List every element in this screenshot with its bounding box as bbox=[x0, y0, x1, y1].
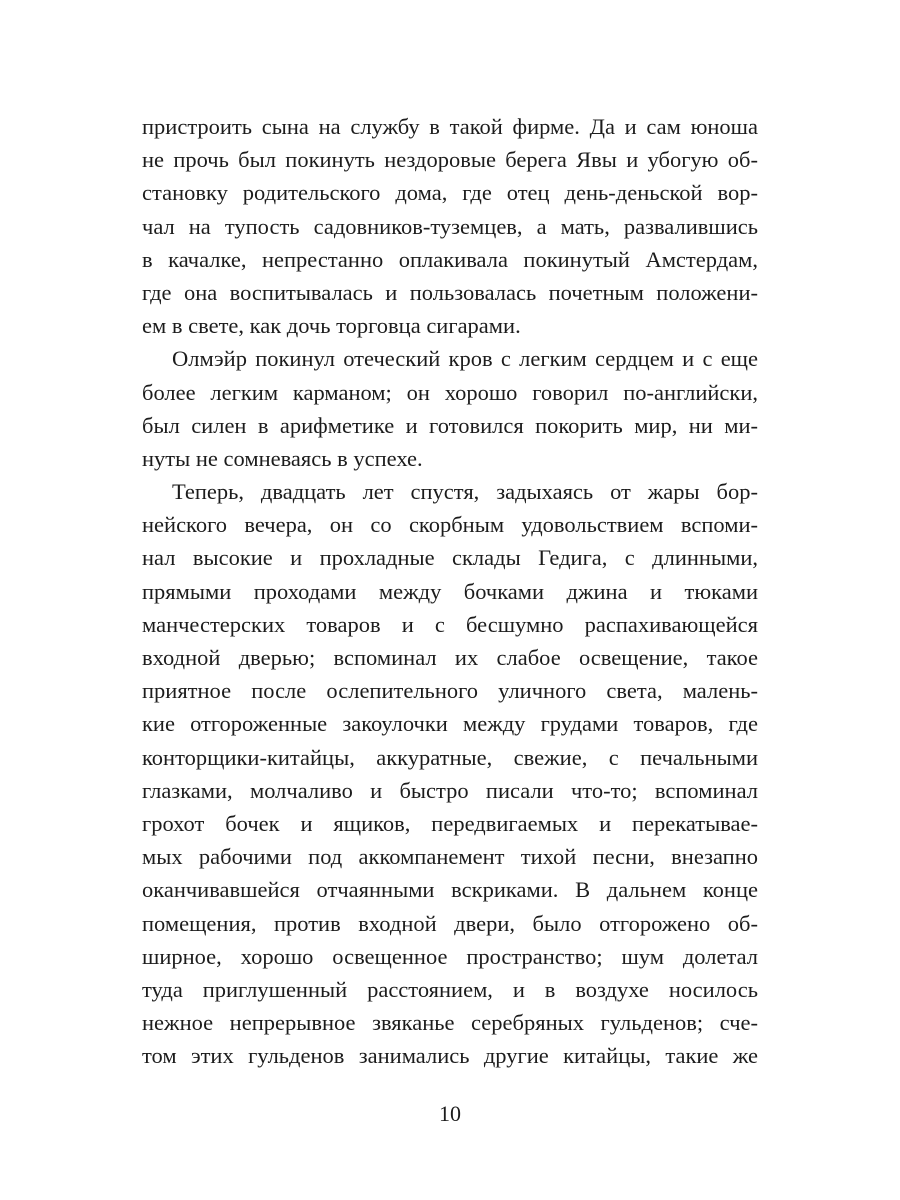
text-line: более легким карманом; он хорошо говорил по-английски, bbox=[142, 379, 758, 405]
text-line: Олмэйр покинул отеческий кров с легким сердцем и с еще bbox=[172, 346, 758, 372]
text-line: нежное непрерывное звяканье серебряных гульденов; сче- bbox=[142, 1010, 758, 1036]
text-line: становку родительского дома, где отец день-деньской вор- bbox=[142, 180, 758, 206]
text-line: нал высокие и прохладные склады Гедига, с длинными, bbox=[142, 545, 758, 571]
text-line: глазками, молчаливо и быстро писали что-то; вспоминал bbox=[142, 777, 758, 803]
text-line: манчестерских товаров и с бесшумно распахивающейся bbox=[142, 611, 758, 637]
text-line: входной дверью; вспоминал их слабое освещение, такое bbox=[142, 645, 758, 670]
page-number: 10 bbox=[439, 1101, 461, 1126]
text-line: Теперь, двадцать лет спустя, задыхаясь от жары бор- bbox=[172, 479, 758, 505]
text-line: где она воспитывалась и пользовалась почетным положени- bbox=[142, 279, 758, 305]
text-line: чал на тупость садовников-туземцев, а мать, развалившись bbox=[142, 213, 758, 239]
text-line: туда приглушенный расстоянием, и в воздухе носилось bbox=[142, 976, 758, 1002]
text-line: пристроить сына на службу в такой фирме. Да и сам юноша bbox=[142, 114, 758, 139]
text-line: грохот бочек и ящиков, передвигаемых и перекатывае- bbox=[142, 810, 758, 836]
text-line: приятное после ослепительного уличного света, малень- bbox=[142, 678, 758, 704]
text-line: помещения, против входной двери, было отгорожено об- bbox=[142, 910, 758, 936]
text-line: был силен в арифметике и готовился покорить мир, ни ми- bbox=[142, 412, 758, 438]
text-line: конторщики-китайцы, аккуратные, свежие, с печальными bbox=[142, 744, 758, 770]
text-line: нуты не сомневаясь в успехе. bbox=[142, 445, 423, 471]
text-line: оканчивавшейся отчаянными вскриками. В дальнем конце bbox=[142, 877, 758, 903]
paragraph-1 bbox=[142, 110, 758, 342]
text-line: не прочь был покинуть нездоровые берега Явы и убогую об- bbox=[142, 147, 758, 173]
text-line: мых рабочими под аккомпанемент тихой песни, внезапно bbox=[142, 844, 758, 870]
text-line: кие отгороженные закоулочки между грудами товаров, где bbox=[142, 711, 758, 737]
text-line: прямыми проходами между бочками джина и тюками bbox=[142, 578, 758, 604]
body-text bbox=[142, 110, 758, 1072]
text-line: ширное, хорошо освещенное пространство; шум долетал bbox=[142, 943, 758, 969]
text-line: том этих гульденов занимались другие китайцы, такие же bbox=[142, 1043, 758, 1069]
text-line: нейского вечера, он со скорбным удовольствием вспоми- bbox=[142, 512, 758, 538]
text-line: ем в свете, как дочь торговца сигарами. bbox=[142, 313, 521, 339]
paragraph-3 bbox=[142, 475, 758, 1072]
text-line: в качалке, непрестанно оплакивала покинутый Амстердам, bbox=[142, 246, 758, 272]
paragraph-2 bbox=[142, 342, 758, 475]
